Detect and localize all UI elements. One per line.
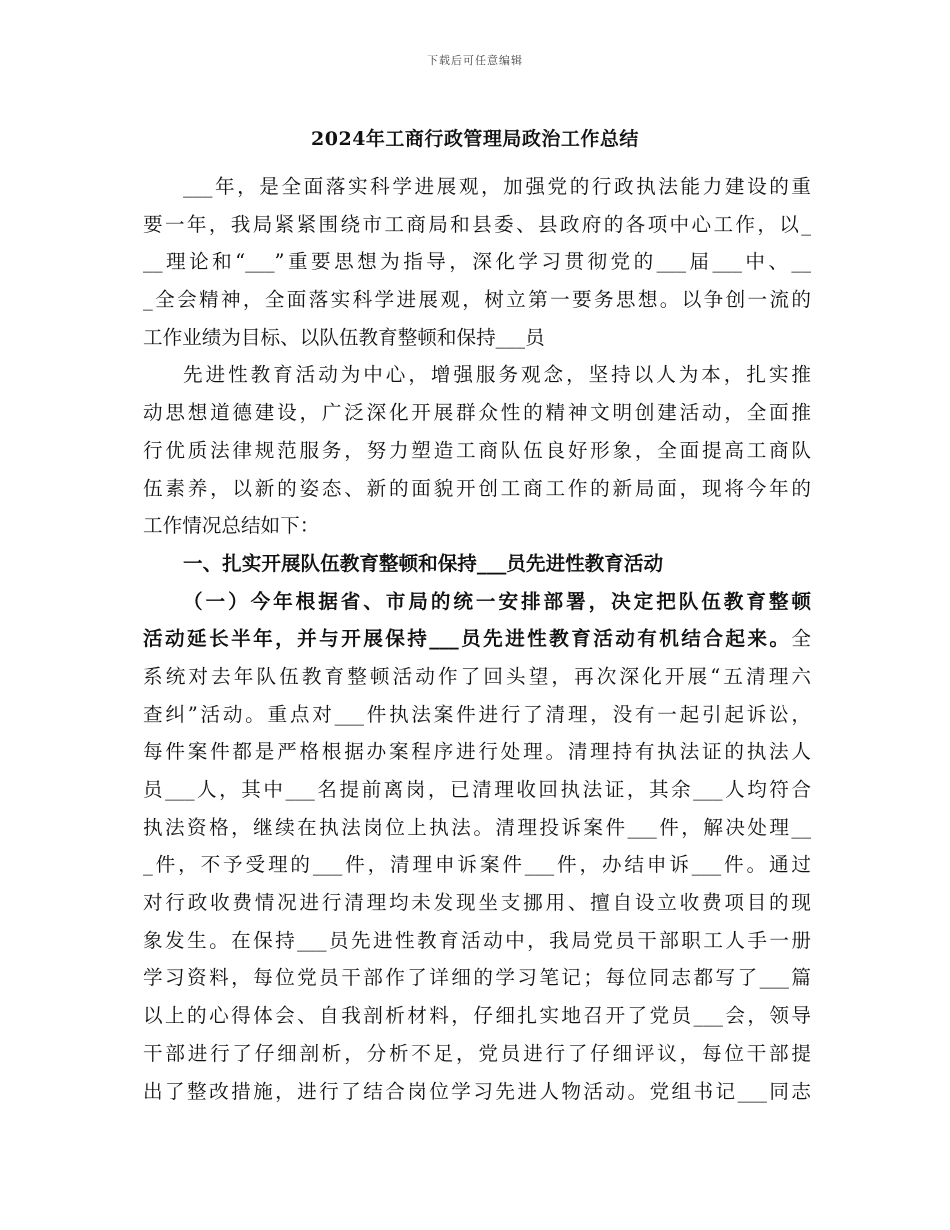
paragraph-line: 执法资格，继续在执法岗位上执法。清理投诉案件___件，解决处理__	[143, 815, 811, 839]
paragraph-line: 员___人，其中___名提前离岗，已清理收回执法证，其余___人均符合	[143, 778, 811, 801]
paragraph-line: 象发生。在保持___员先进性教育活动中，我局党员干部职工人手一册	[143, 928, 811, 952]
paragraph-line: 查纠”活动。重点对___件执法案件进行了清理，没有一起引起诉讼，	[143, 702, 811, 726]
paragraph-line: _件，不予受理的___件，清理申诉案件___件，办结申诉___件。通过	[143, 853, 811, 877]
paragraph-line: 每件案件都是严格根据办案程序进行处理。清理持有执法证的执法人	[143, 740, 811, 764]
paragraph-line: 要一年，我局紧紧围绕市工商局和县委、县政府的各项中心工作，以_	[143, 212, 811, 236]
paragraph-line: 干部进行了仔细剖析，分析不足，党员进行了仔细评议，每位干部提	[143, 1041, 811, 1065]
paragraph-line: __理论和“___”重要思想为指导，深化学习贯彻党的___届___中、__	[143, 250, 811, 274]
document-title: 2024年工商行政管理局政治工作总结	[311, 128, 639, 150]
document-body	[143, 168, 811, 1110]
paragraph-line: ___年，是全面落实科学进展观，加强党的行政执法能力建设的重	[183, 175, 811, 198]
download-watermark: 下载后可任意编辑	[427, 54, 523, 67]
subsection-heading: （一）今年根据省、市局的统一安排部署，决定把队伍教育整顿	[183, 589, 811, 613]
paragraph-line: 学习资料，每位党员干部作了详细的学习笔记；每位同志都写了___篇	[143, 966, 811, 990]
paragraph-fragment: 全	[791, 627, 811, 651]
paragraph-line: 先进性教育活动为中心，增强服务观念，坚持以人为本，扎实推	[183, 363, 811, 387]
paragraph-line: 行优质法律规范服务，努力塑造工商队伍良好形象，全面提高工商队	[143, 438, 811, 462]
paragraph-line-mixed	[143, 620, 811, 658]
paragraph-line: 工作情况总结如下：	[143, 514, 320, 538]
section-heading: 一、扎实开展队伍教育整顿和保持___员先进性教育活动	[183, 551, 664, 575]
paragraph-line: 伍素养，以新的姿态、新的面貌开创工商工作的新局面，现将今年的	[143, 476, 811, 500]
paragraph-line: 工作业绩为目标、以队伍教育整顿和保持___员	[143, 325, 545, 349]
paragraph-line: 对行政收费情况进行清理均未发现坐支挪用、擅自设立收费项目的现	[143, 891, 811, 915]
subsection-heading-continued: 活动延长半年，并与开展保持___员先进性教育活动有机结合起来。	[143, 627, 792, 651]
paragraph-line: 系统对去年队伍教育整顿活动作了回头望，再次深化开展“五清理六	[143, 664, 811, 688]
paragraph-line: 出了整改措施，进行了结合岗位学习先进人物活动。党组书记___同志	[143, 1079, 811, 1103]
paragraph-line: 动思想道德建设，广泛深化开展群众性的精神文明创建活动，全面推	[143, 401, 811, 425]
paragraph-line: 以上的心得体会、自我剖析材料，仔细扎实地召开了党员___会，领导	[143, 1004, 811, 1028]
paragraph-line: _全会精神，全面落实科学进展观，树立第一要务思想。以争创一流的	[143, 288, 811, 312]
